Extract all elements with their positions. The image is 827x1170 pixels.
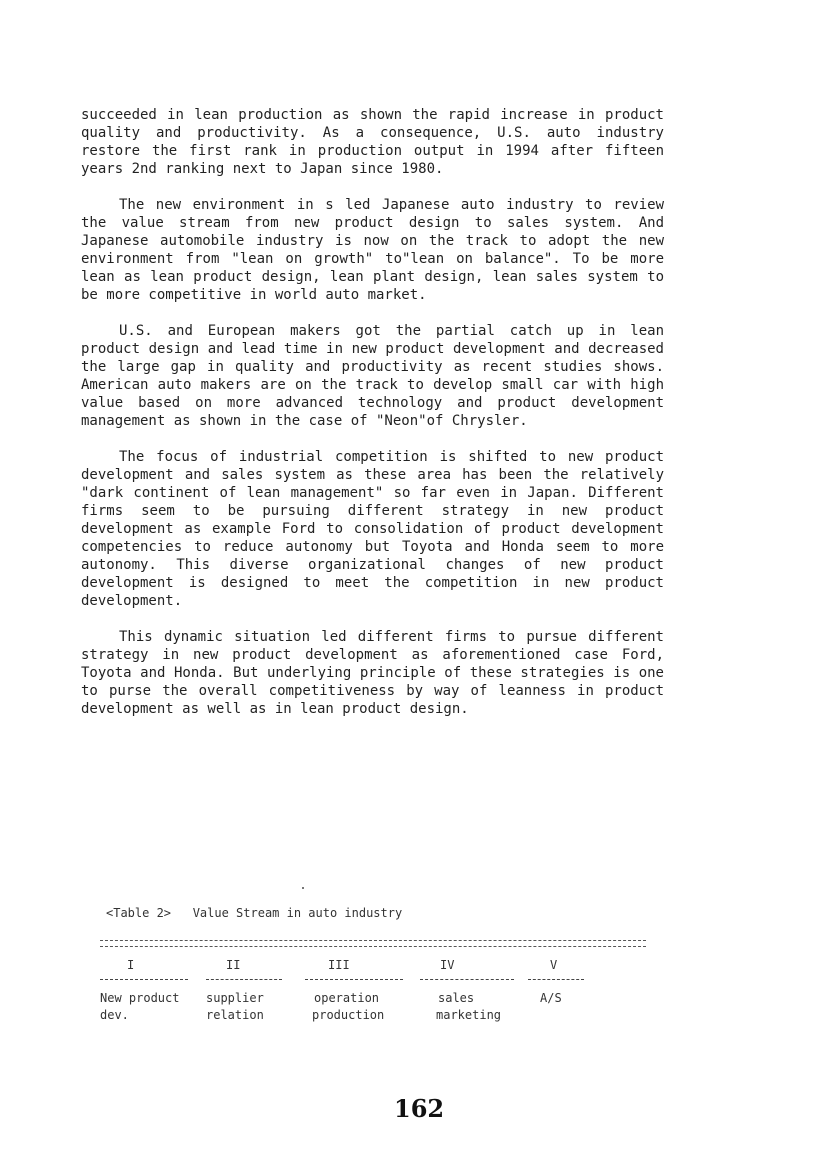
column-underline: [305, 979, 403, 980]
header-cell: IV: [440, 958, 455, 972]
header-cell: V: [550, 958, 558, 972]
table-caption: <Table 2> Value Stream in auto industry: [106, 906, 403, 920]
stray-mark: [302, 887, 304, 889]
body-text: [81, 106, 664, 736]
table-grid: [100, 906, 660, 1046]
table-cell: sales: [438, 991, 475, 1005]
column-underline: [420, 979, 514, 980]
column-underline: [206, 979, 282, 980]
paragraph-4: The focus of industrial competition is shifted to new product development and sales system as these area has been the relatively "dark continent of lean management" so far even in Japan. Different firms seem to be pursuing different strategy in new product development as example Ford to consolidation of product development competencies to reduce autonomy but Toyota and Honda seem to more autonomy. This diverse organizational changes of new product development is designed to meet the competition in new product development.: [81, 449, 664, 609]
table-cell: supplier: [206, 991, 264, 1005]
paragraph-2: The new environment in s led Japanese auto industry to review the value stream from new product design to sales system. And Japanese automobile industry is now on the track to adopt the new environment from "lean on growth" to"lean on balance". To be more lean as lean product design, lean plant design, lean sales system to be more competitive in world auto market.: [81, 197, 664, 303]
table-cell: production: [312, 1008, 385, 1022]
table-cell: A/S: [540, 991, 562, 1005]
table-cell: relation: [206, 1008, 264, 1022]
page-number: 162: [394, 1094, 445, 1123]
table-cell: New product: [100, 991, 180, 1005]
column-underline: [528, 979, 584, 980]
paragraph-5: This dynamic situation led different firms to pursue different strategy in new product development as aforementioned case Ford, Toyota and Honda. But underlying principle of these strategies is one to purse the overall competitiveness by way of leanness in product development as well as in lean product design.: [81, 629, 664, 717]
column-underline: [100, 979, 188, 980]
paragraph-1: succeeded in lean production as shown the rapid increase in product quality and productivity. As a consequence, U.S. auto industry restore the first rank in production output in 1994 after fifteen years 2nd ranking next to Japan since 1980.: [81, 107, 664, 177]
table-cell: marketing: [436, 1008, 502, 1022]
table-cell: dev.: [100, 1008, 129, 1022]
paragraph-3: U.S. and European makers got the partial catch up in lean product design and lead time in new product development and decreased the large gap in quality and productivity as recent studies shows. American auto makers are on the track to develop small car with high value based on more advanced technology and product development management as shown in the case of "Neon"of Chrysler.: [81, 323, 664, 429]
header-cell: I: [127, 958, 135, 972]
table-cell: operation: [314, 991, 380, 1005]
header-cell: III: [328, 958, 350, 972]
header-cell: II: [226, 958, 241, 972]
